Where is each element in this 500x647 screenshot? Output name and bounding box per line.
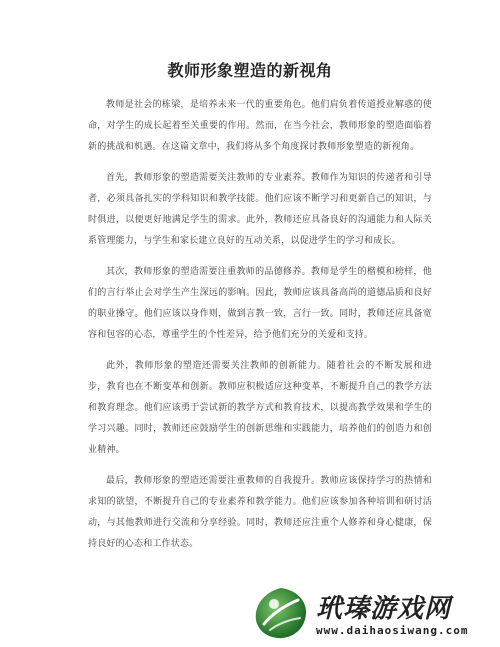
paragraph-intro: 教师是社会的栋梁，是培养未来一代的重要角色。他们肩负着传道授业解惑的使命，对学生的成长起着至关重要的作用。然而，在当今社会，教师形象的塑造面临着新的挑战和机遇。在这篇文章中，我们将从多个角度探讨教师形象塑造的新视角。	[88, 100, 432, 152]
document-body	[88, 95, 432, 565]
watermark-title: 玳瑧游戏网	[316, 594, 452, 624]
paragraph-moral-cultivation: 其次，教师形象的塑造需要注重教师的品德修养。教师是学生的楷模和榜样，他们的言行举止会对学生产生深远的影响。因此，教师应该具备高尚的道德品质和良好的职业操守。他们应该以身作则，做到言教一致，言行一致。同时，教师还应具备宽容和包容的心态，尊重学生的个性差异，给予他们充分的关爱和支持。	[88, 267, 432, 340]
paragraph-self-improvement: 最后，教师形象的塑造还需要注重教师的自我提升。教师应该保持学习的热情和求知的欲望，不断提升自己的专业素养和教学能力。他们应该参加各种培训和研讨活动，与其他教师进行交流和分享经验。同时，教师还应注重个人修养和身心健康，保持良好的心态和工作状态。	[88, 476, 432, 549]
document-title: 教师形象塑造的新视角	[167, 61, 333, 80]
watermark-url: www.daihaosiwang.com	[316, 624, 469, 637]
paragraph-professional-quality: 首先，教师形象的塑造需要关注教师的专业素养。教师作为知识的传递者和引导者，必须具备扎实的学科知识和教学技能。他们应该不断学习和更新自己的知识，与时俱进，以便更好地满足学生的需求。此外，教师还应具备良好的沟通能力和人际关系管理能力，与学生和家长建立良好的互动关系，以促进学生的学习和成长。	[88, 173, 432, 246]
site-watermark	[250, 584, 490, 640]
leaf-logo-icon	[250, 584, 312, 642]
paragraph-innovation: 此外，教师形象的塑造还需要关注教师的创新能力。随着社会的不断发展和进步，教育也在不断变革和创新。教师应积极适应这种变革，不断提升自己的教学方法和教育理念。他们应该勇于尝试新的教学方式和教育技术，以提高教学效果和学生的学习兴趣。同时，教师还应鼓励学生的创新思维和实践能力，培养他们的创造力和创业精神。	[88, 361, 432, 455]
